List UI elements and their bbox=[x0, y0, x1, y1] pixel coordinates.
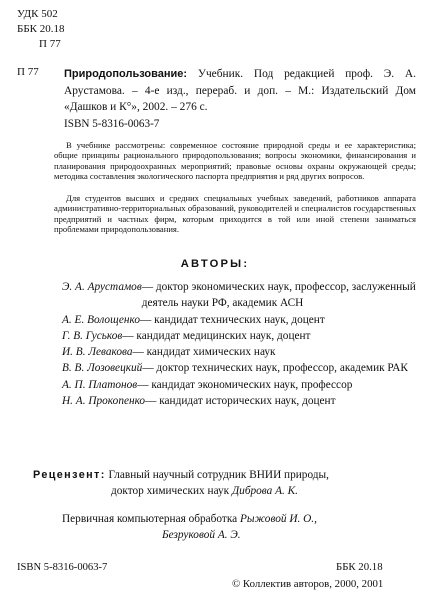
author-row bbox=[62, 393, 418, 409]
description-lead: Учебник. Под редакцией проф. bbox=[197, 68, 373, 80]
authors-list bbox=[62, 279, 418, 409]
author-row bbox=[62, 377, 418, 393]
reviewer-name: Диброва А. К. bbox=[231, 485, 298, 498]
book-title: Природопользование: bbox=[64, 68, 188, 80]
reviewer-position: Главный научный сотрудник ВНИИ природы, bbox=[105, 469, 329, 481]
abstract-paragraph-2: Для студентов высших и средних специальных учебных заведений, работников аппарата административно-территориальных образований, руководителей и специалистов государственных предприятий и частных фирм, которым приходится в той или иной степени заниматься проблемами природопользования. bbox=[54, 193, 416, 235]
author-mark: П 77 bbox=[39, 38, 61, 50]
author-description: — кандидат медицинских наук, доцент bbox=[122, 329, 311, 342]
reviewer-degree: доктор химических наук bbox=[111, 485, 232, 498]
description-rest: Э. А. Арустамова. – 4-е изд., перераб. и доп. – М.: Издательский Дом «Дашков и К°», 2002. – 276 с. bbox=[64, 68, 416, 113]
processing-text: Первичная компьютерная обработка bbox=[62, 513, 241, 525]
author-description: — доктор экономических наук, профессор, заслуженный деятель науки РФ, академик АСН bbox=[141, 281, 416, 310]
author-row bbox=[62, 360, 418, 376]
author-row bbox=[62, 312, 418, 328]
reviewer-label: Рецензент: bbox=[33, 469, 106, 481]
isbn-line: ISBN 5-8316-0063-7 bbox=[64, 118, 160, 130]
processing-name-1: Рыжовой И. О., bbox=[240, 513, 317, 525]
author-description: — кандидат технических наук, доцент bbox=[140, 313, 325, 326]
author-row bbox=[62, 344, 418, 360]
classification-codes bbox=[17, 7, 64, 52]
abstract-paragraph-1: В учебнике рассмотрены: современное состояние природной среды и ее характеристика; общие принципы рационального природопользования; вопросы экономики, финансирования и планирования природоохранных мероприятий; правовые основы охраны окружающей среды; методика составления экологического паспорта предприятия и ряд других вопросов. bbox=[54, 140, 416, 182]
bbk-code: ББК 20.18 bbox=[17, 23, 65, 35]
author-name: Э. А. Арустамов bbox=[62, 281, 142, 293]
footer-isbn: ISBN 5-8316-0063-7 bbox=[17, 562, 108, 573]
author-name: Г. В. Гуськов bbox=[62, 329, 123, 342]
author-name: И. В. Левакова bbox=[62, 346, 133, 359]
author-name: В. В. Лозовецкий bbox=[62, 362, 143, 375]
author-description: — кандидат химических наук bbox=[132, 346, 276, 359]
udk-code: УДК 502 bbox=[17, 8, 58, 20]
processing-credit bbox=[62, 511, 418, 544]
footer-bbk: ББК 20.18 bbox=[336, 561, 383, 573]
author-name: А. Е. Волощенко bbox=[62, 313, 141, 326]
author-description: — кандидат исторических наук, доцент bbox=[145, 395, 336, 408]
author-row bbox=[62, 279, 418, 312]
author-name: А. П. Платонов bbox=[62, 378, 138, 391]
author-description: — доктор технических наук, профессор, академик РАК bbox=[142, 362, 408, 375]
author-row bbox=[62, 328, 418, 344]
record-marker: П 77 bbox=[17, 66, 39, 78]
reviewer-block bbox=[33, 467, 418, 500]
author-description: — кандидат экономических наук, профессор bbox=[137, 378, 353, 391]
authors-heading: АВТОРЫ: bbox=[180, 258, 250, 270]
bibliographic-description bbox=[64, 66, 416, 116]
processing-name-2: Безруковой А. Э. bbox=[162, 529, 241, 542]
copyright-notice: © Коллектив авторов, 2000, 2001 bbox=[232, 578, 384, 590]
author-name: Н. А. Прокопенко bbox=[62, 395, 146, 408]
